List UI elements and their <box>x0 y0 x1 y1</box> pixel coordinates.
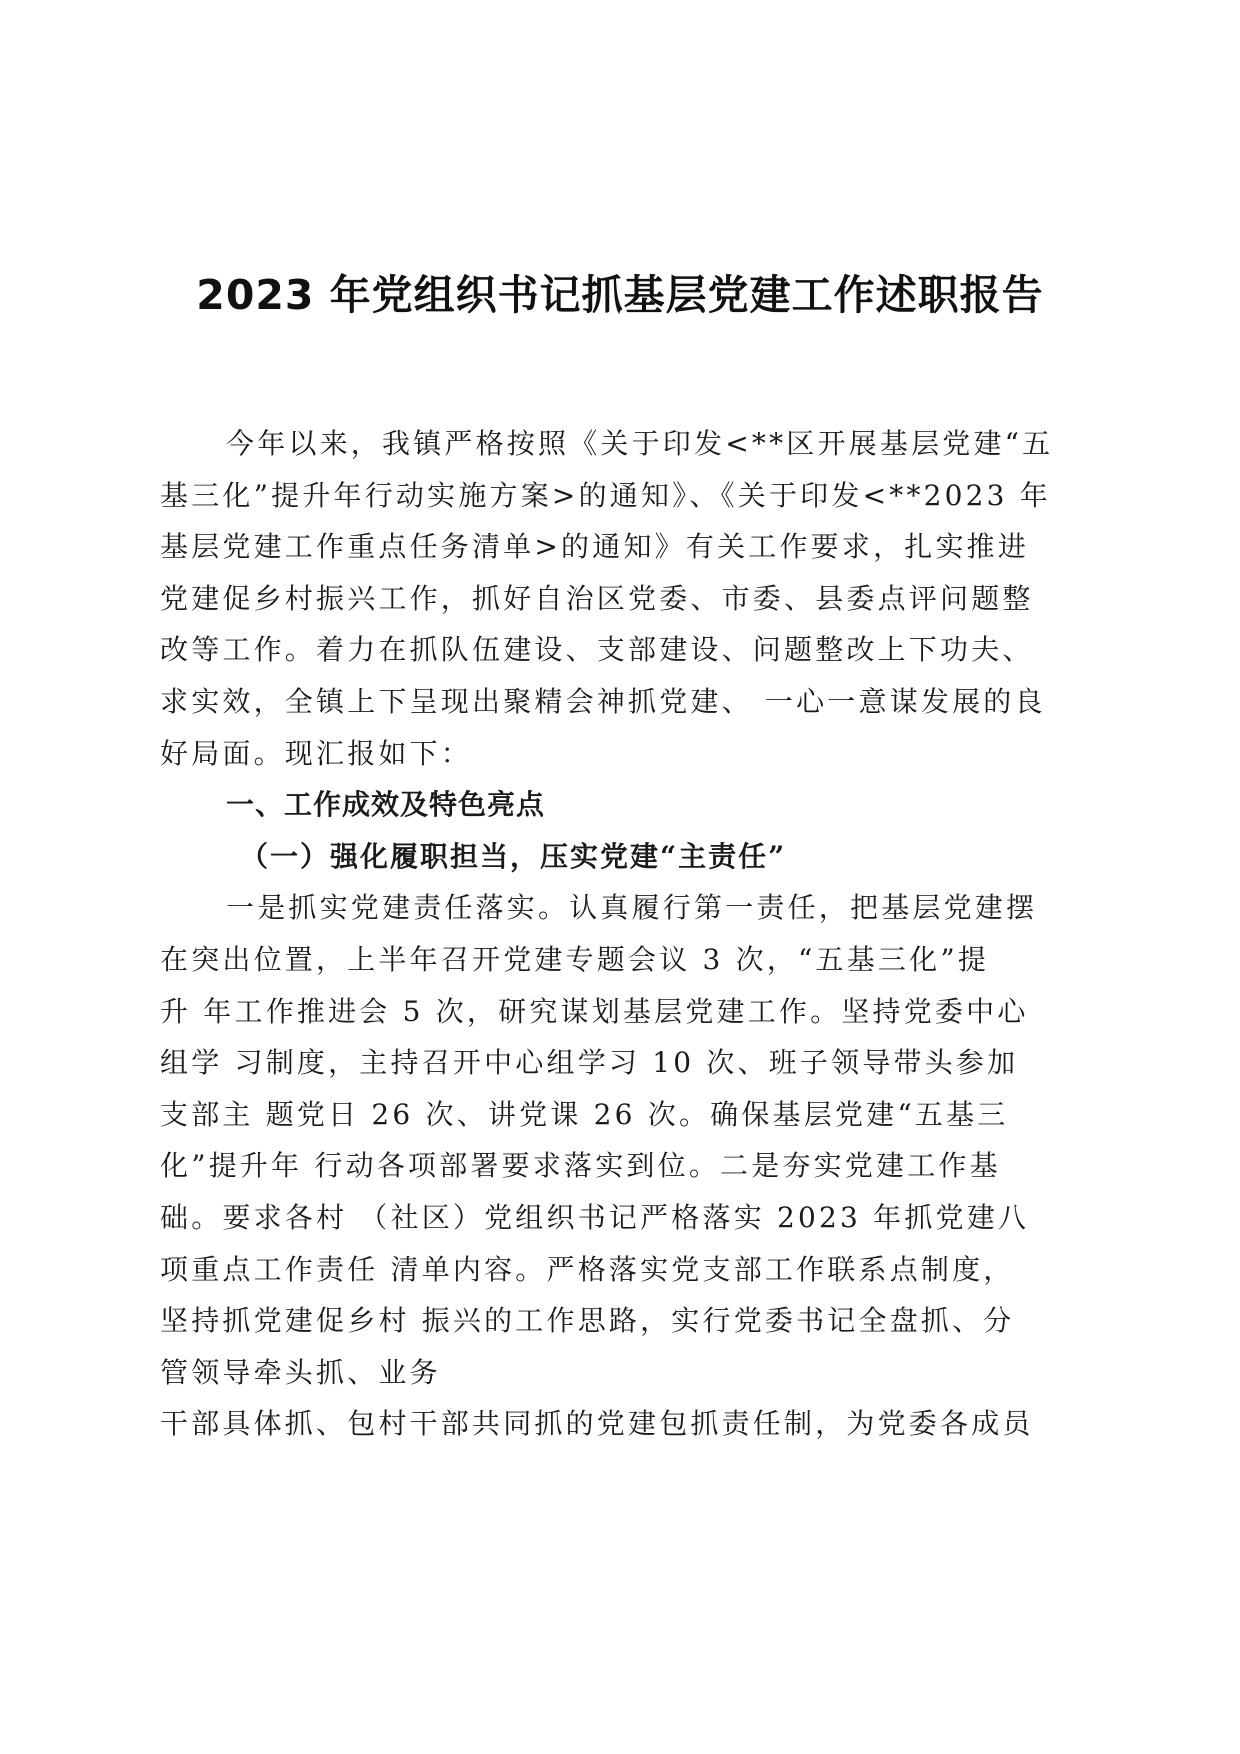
paragraph-line: 今年以来，我镇严格按照《关于印发<**区开展基层党建“五 <box>226 427 1054 460</box>
paragraph-line: 基层党建工作重点任务清单>的通知》有关工作要求，扎实推进 <box>160 530 1030 564</box>
document-title: 2023 年党组织书记抓基层党建工作述职报告 <box>196 271 1044 319</box>
paragraph-line: 党建促乡村振兴工作，抓好自治区党委、市委、县委点评问题整 <box>160 581 1034 615</box>
paragraph-line: 项重点工作责任 清单内容。严格落实党支部工作联系点制度， <box>160 1252 1015 1286</box>
paragraph-line: 支部主 题党日 26 次、讲党课 26 次。确保基层党建“五基三 <box>160 1097 1009 1131</box>
paragraph-line: 升 年工作推进会 5 次，研究谋划基层党建工作。坚持党委中心 <box>160 994 1029 1028</box>
paragraph-line: 求实效，全镇上下呈现出聚精会神抓党建、 一心一意谋发展的良 <box>160 684 1046 718</box>
document-body <box>160 418 1080 1450</box>
paragraph-line: 组学 习制度，主持召开中心组学习 10 次、班子领导带头参加 <box>160 1046 1019 1080</box>
paragraph-line: 化”提升年 行动各项部署要求落实到位。二是夯实党建工作基 <box>160 1149 1001 1183</box>
paragraph-line: 干部具体抓、包村干部共同抓的党建包抓责任制，为党委各成员 <box>160 1407 1034 1441</box>
paragraph-line: 础。要求各村 （社区）党组织书记严格落实 2023 年抓党建八 <box>160 1200 1030 1234</box>
paragraph-line: 管领导牵头抓、业务 <box>160 1355 441 1389</box>
paragraph-line: 在突出位置，上半年召开党建专题会议 3 次，“五基三化”提 <box>160 942 990 976</box>
paragraph-line: 好局面。现汇报如下： <box>160 736 473 770</box>
paragraph-line: 坚持抓党建促乡村 振兴的工作思路，实行党委书记全盘抓、分 <box>160 1304 1015 1338</box>
paragraph-line: 一是抓实党建责任落实。认真履行第一责任，把基层党建摆 <box>226 891 1038 925</box>
paragraph-line: 改等工作。着力在抓队伍建设、支部建设、问题整改上下功夫、 <box>160 633 1034 667</box>
subsection-heading: （一）强化履职担当，压实党建“主责任” <box>240 839 787 873</box>
paragraph-line: 基三化”提升年行动实施方案>的通知》、《关于印发<**2023 年 <box>160 478 1051 512</box>
section-heading: 一、工作成效及特色亮点 <box>226 788 546 822</box>
